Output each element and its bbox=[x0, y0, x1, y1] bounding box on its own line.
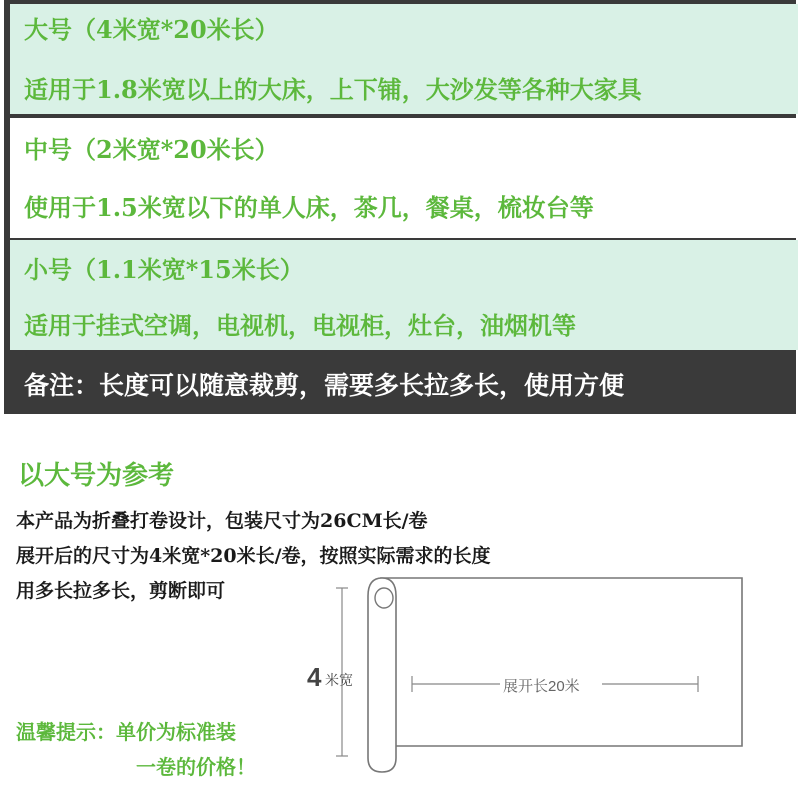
reference-line-2: 展开后的尺寸为4米宽*20米长/卷，按照实际需求的长度 bbox=[16, 545, 491, 567]
size-medium-usage: 使用于1.5米宽以下的单人床，茶几，餐桌，梳妆台等 bbox=[24, 193, 594, 222]
reference-line-3: 用多长拉多长，剪断即可 bbox=[16, 580, 226, 602]
tip-line-1: 温馨提示：单价为标准装 bbox=[16, 720, 236, 744]
size-large-usage: 适用于1.8米宽以上的大床，上下铺，大沙发等各种大家具 bbox=[24, 75, 642, 104]
length-label: 展开长20米 bbox=[503, 678, 580, 695]
size-small-title: 小号（1.1米宽*15米长） bbox=[24, 255, 304, 284]
size-medium-title: 中号（2米宽*20米长） bbox=[24, 135, 279, 164]
size-small-usage: 适用于挂式空调，电视机，电视柜，灶台，油烟机等 bbox=[24, 311, 576, 340]
tip-line-2: 一卷的价格！ bbox=[136, 755, 256, 779]
roll-end bbox=[375, 588, 393, 608]
width-number: 4 bbox=[307, 662, 322, 692]
reference-line-1: 本产品为折叠打卷设计，包装尺寸为26CM长/卷 bbox=[16, 510, 428, 532]
unrolled-sheet bbox=[380, 578, 742, 746]
size-large-title: 大号（4米宽*20米长） bbox=[24, 15, 279, 44]
note-text: 备注：长度可以随意裁剪，需要多长拉多长，使用方便 bbox=[24, 371, 625, 400]
width-unit: 米宽 bbox=[325, 672, 353, 688]
reference-title: 以大号为参考 bbox=[18, 461, 175, 491]
